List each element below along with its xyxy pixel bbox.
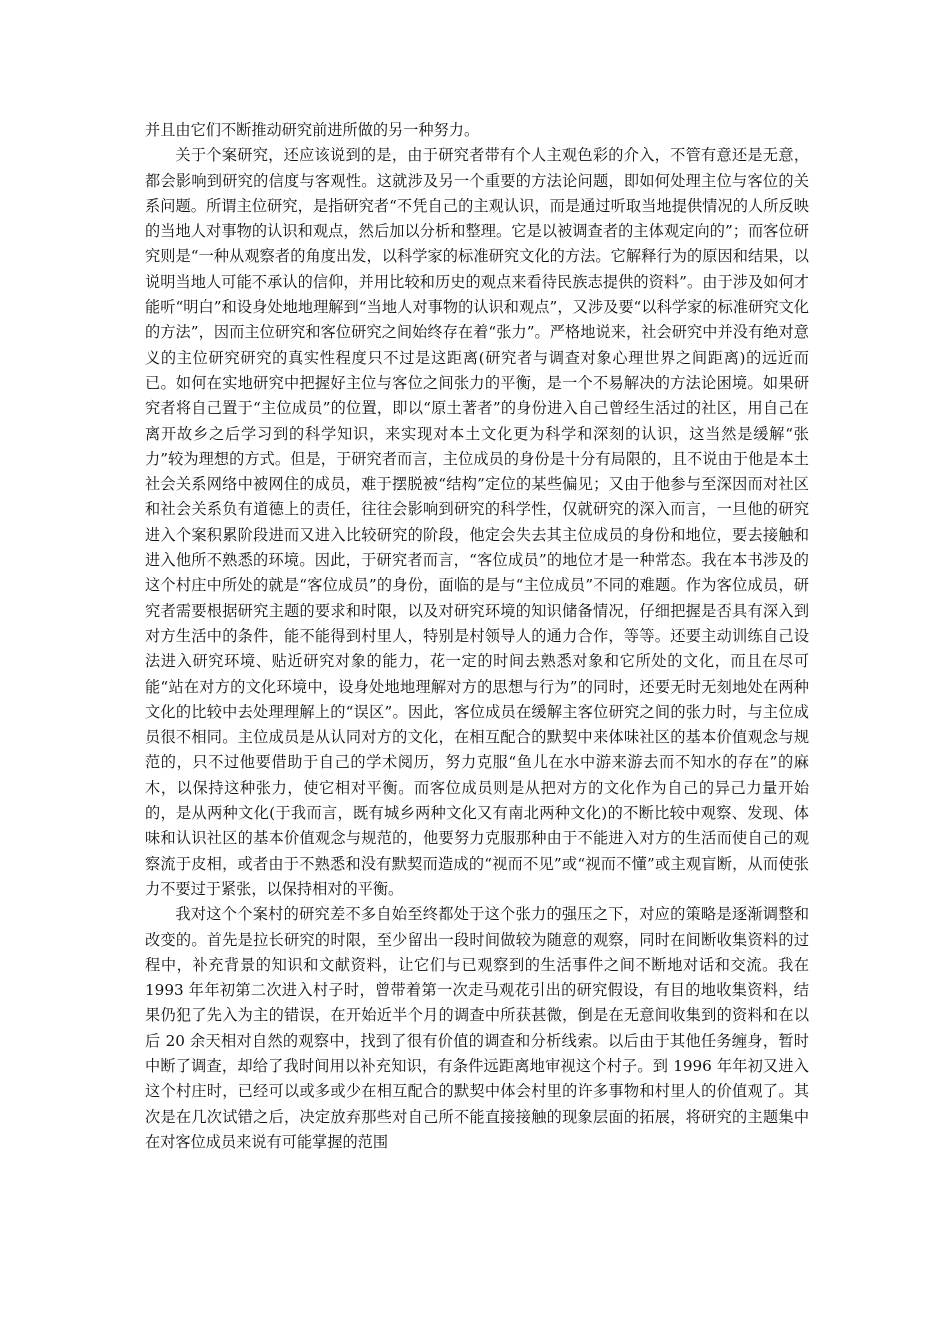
paragraph-3: 我对这个个案村的研究差不多自始至终都处于这个张力的强压之下，对应的策略是逐渐调整和改变的。首先是拉长研究的时限，至少留出一段时间做较为随意的观察，同时在间断收集资料的过程中，补充背景的知识和文献资料，让它们与已观察到的生活事件之间不断地对话和交流。我在 1993 年年初第二次进入村子时，曾带着第一次走马观花引出的研究假设，有目的地收集资料，结果仍犯了先入为主的错误，在开始近半个月的调查中所获甚微，倒是在无意间收集到的资料和在以后 20 余天相对自然的观察中，找到了很有价值的调查和分析线索。以后由于其他任务缠身，暂时中断了调查，却给了我时间用以补充知识，有条件远距离地审视这个村子。到 1996 年年初又进入这个村庄时，已经可以或多或少在相互配合的默契中体会村里的许多事物和村里人的价值观了。其次是在几次试错之后，决定放弃那些对自己所不能直接接触的现象层面的拓展，将研究的主题集中在对客位成员来说有可能掌握的范围	[145, 905, 809, 1151]
document-page	[145, 118, 809, 1155]
paragraph-1: 并且由它们不断推动研究前进所做的另一种努力。	[145, 121, 480, 139]
paragraph-2: 关于个案研究，还应该说到的是，由于研究者带有个人主观色彩的介入，不管有意还是无意，都会影响到研究的信度与客观性。这就涉及另一个重要的方法论问题，即如何处理主位与客位的关系问题。所谓主位研究，是指研究者“不凭自己的主观认识，而是通过听取当地提供情况的人所反映的当地人对事物的认识和观点，然后加以分析和整理。它是以被调查者的主体观定向的”；而客位研究则是“一种从观察者的角度出发，以科学家的标准研究文化的方法。它解释行为的原因和结果，以说明当地人可能不承认的信仰，并用比较和历史的观点来看待民族志提供的资料”。由于涉及如何才能听“明白”和设身处地地理解到“当地人对事物的认识和观点”，又涉及要“以科学家的标准研究文化的方法”，因而主位研究和客位研究之间始终存在着“张力”。严格地说来，社会研究中并没有绝对意义的主位研究研究的真实性程度只不过是这距离(研究者与调查对象心理世界之间距离)的远近而已。如何在实地研究中把握好主位与客位之间张力的平衡，是一个不易解决的方法论困境。如果研究者将自己置于“主位成员”的位置，即以“原土著者”的身份进入自己曾经生活过的社区，用自己在离开故乡之后学习到的科学知识，来实现对本土文化更为科学和深刻的认识，这当然是缓解“张力”较为理想的方式。但是，于研究者而言，主位成员的身份是十分有局限的，且不说由于他是本土社会关系网络中被网住的成员，难于摆脱被“结构”定位的某些偏见；又由于他参与至深因而对社区和社会关系负有道德上的责任，往往会影响到研究的科学性，仅就研究的深入而言，一旦他的研究进入个案积累阶段进而又进入比较研究的阶段，他定会失去其主位成员的身份和地位，要去接触和进入他所不熟悉的环境。因此，于研究者而言，“客位成员”的地位才是一种常态。我在本书涉及的这个村庄中所处的就是“客位成员”的身份，面临的是与“主位成员”不同的难题。作为客位成员，研究者需要根据研究主题的要求和时限，以及对研究环境的知识储备情况，仔细把握是否具有深入到对方生活中的条件，能不能得到村里人，特别是村领导人的通力合作，等等。还要主动训练自己设法进入研究环境、贴近研究对象的能力，花一定的时间去熟悉对象和它所处的文化，而且在尽可能“站在对方的文化环境中，设身处地地理解对方的思想与行为”的同时，还要无时无刻地处在两种文化的比较中去处理理解上的“误区”。因此，客位成员在缓解主客位研究之间的张力时，与主位成员很不相同。主位成员是从认同对方的文化，在相互配合的默契中来体味社区的基本价值观念与规范的，只不过他要借助于自己的学术阅历，努力克服“鱼儿在水中游来游去而不知水的存在”的麻木，以保持这种张力，使它相对平衡。而客位成员则是从把对方的文化作为自己的异己力量开始的，是从两种文化(于我而言，既有城乡两种文化又有南北两种文化)的不断比较中观察、发现、体味和认识社区的基本价值观念与规范的，他要努力克服那种由于不能进入对方的生活而使自己的观察流于皮相，或者由于不熟悉和没有默契而造成的“视而不见”或“视而不懂”或主观盲断，从而使张力不要过于紧张，以保持相对的平衡。	[145, 146, 809, 898]
